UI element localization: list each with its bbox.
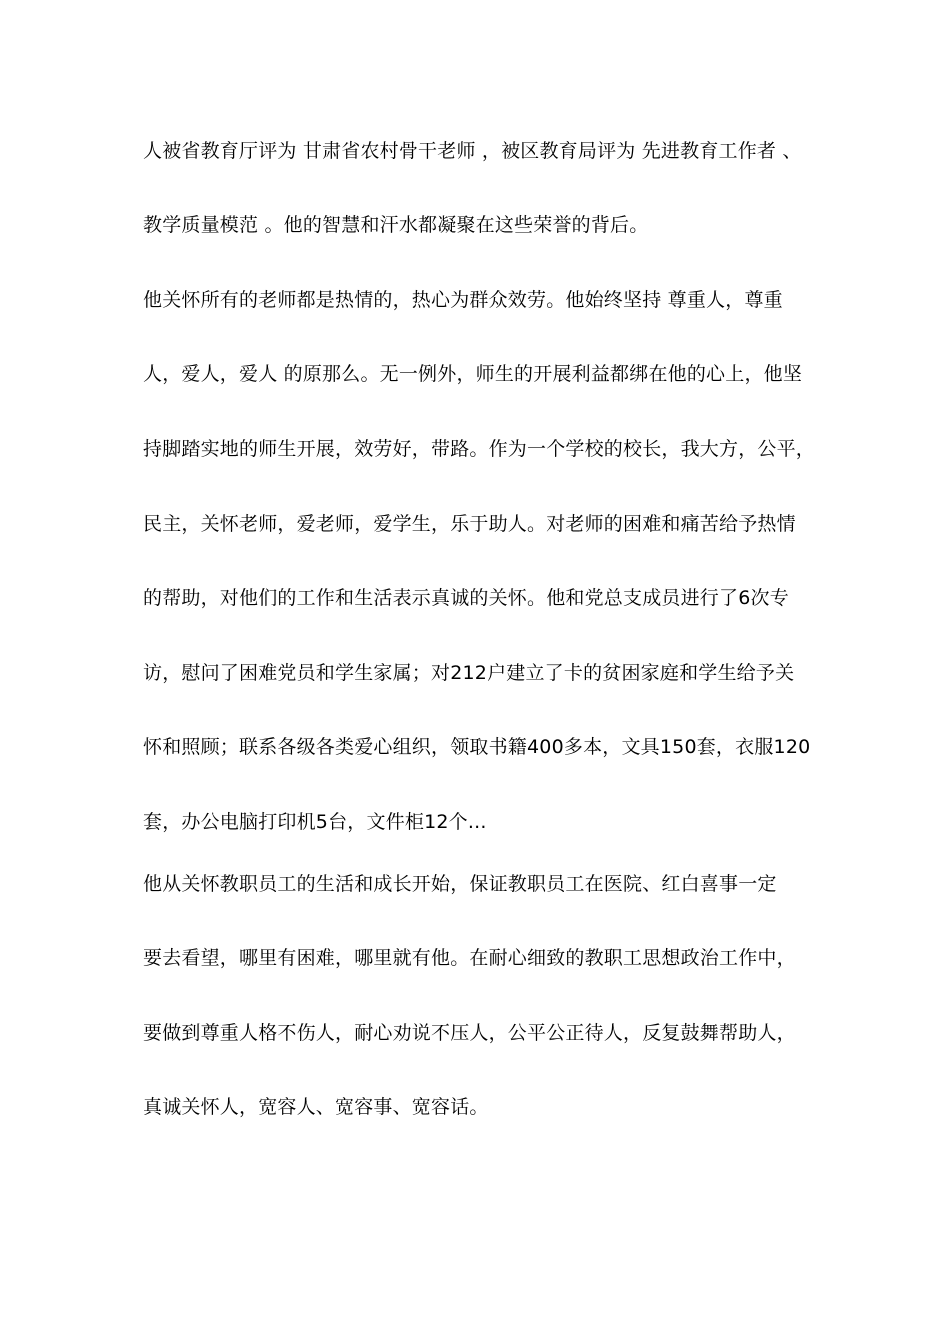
text-line: 访，慰问了困难党员和学生家属；对212户建立了卡的贫困家庭和学生给予关 [143, 662, 795, 684]
text-line: 他关怀所有的老师都是热情的，热心为群众效劳。他始终坚持 尊重人，尊重 [143, 289, 783, 311]
text-line: 要做到尊重人格不伤人，耐心劝说不压人，公平公正待人，反复鼓舞帮助人， [143, 1022, 796, 1044]
text-line: 套，办公电脑打印机5台，文件柜12个... [143, 811, 487, 833]
text-line: 的帮助，对他们的工作和生活表示真诚的关怀。他和党总支成员进行了6次专 [143, 587, 789, 609]
text-line: 怀和照顾；联系各级各类爱心组织，领取书籍400多本，文具150套，衣服120 [143, 736, 811, 758]
text-line: 民主，关怀老师，爱老师，爱学生，乐于助人。对老师的困难和痛苦给予热情 [143, 513, 796, 535]
text-line: 他从关怀教职员工的生活和成长开始，保证教职员工在医院、红白喜事一定 [143, 873, 777, 895]
text-line: 人被省教育厅评为 甘肃省农村骨干老师 ，被区教育局评为 先进教育工作者 、 [143, 140, 802, 162]
text-line: 要去看望，哪里有困难，哪里就有他。在耐心细致的教职工思想政治工作中， [143, 947, 796, 969]
text-line: 真诚关怀人，宽容人、宽容事、宽容话。 [143, 1096, 489, 1118]
text-line: 持脚踏实地的师生开展，效劳好，带路。作为一个学校的校长，我大方，公平， [143, 438, 816, 460]
text-line: 人，爱人，爱人 的原那么。无一例外，师生的开展利益都绑在他的心上，他坚 [143, 363, 803, 385]
text-line: 教学质量模范 。他的智慧和汗水都凝聚在这些荣誉的背后。 [143, 214, 649, 236]
